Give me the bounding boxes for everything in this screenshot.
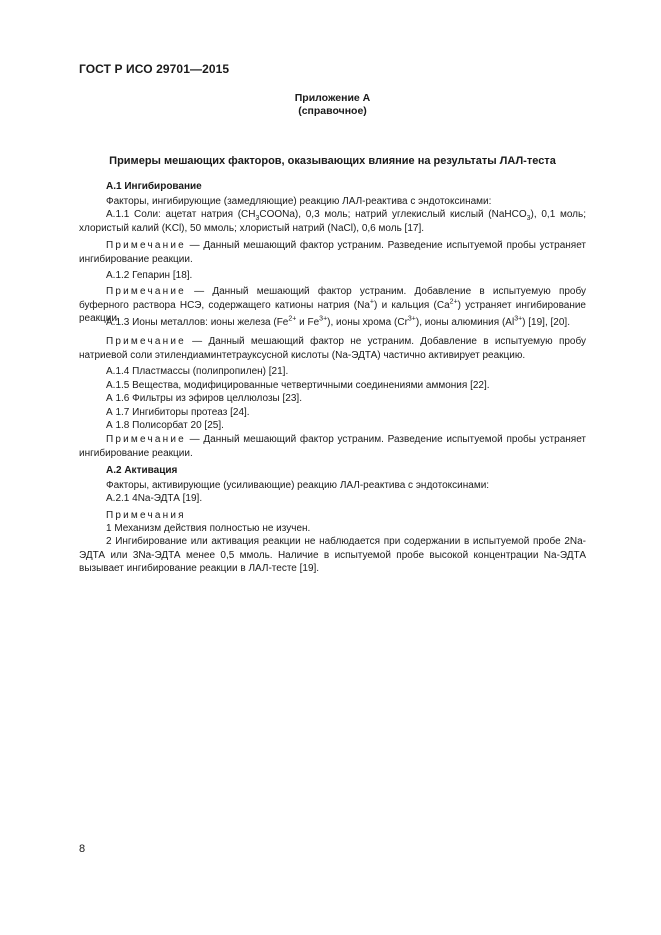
appendix-subtitle: (справочное) xyxy=(298,105,367,117)
note-label: Примечание xyxy=(106,286,186,297)
list-item: А 1.6 Фильтры из эфиров целлюлозы [23]. xyxy=(106,393,302,404)
note-2: Примечание — Данный мешающий фактор устраним. Добавление в испытуемую пробу буферного раствора НСЭ, содержащего катионы натрия (Na+) и кальция $(Ca^{2+})$ устраняет ингибирование реакции. xyxy=(79,286,586,324)
section-heading-a1: А.1 Ингибирование xyxy=(106,181,202,192)
section-a2-intro: Факторы, активирующие (усиливающие) реакцию ЛАЛ-реактива с эндотоксинами: xyxy=(106,480,490,491)
list-item: А.1.5 Вещества, модифицированные четвертичными соединениями аммония [22]. xyxy=(106,379,490,391)
document-code: ГОСТ Р ИСО 29701—2015 xyxy=(79,62,230,76)
note-label: Примечание xyxy=(106,240,186,251)
item-a-1-3: А.1.3 Ионы металлов: ионы железа ($Fe^{2+}$ и $Fe^{3+}$), ионы хрома $(Cr^{3+})$, ионы алюминия $(Al^{3+})$ [19], [20]. xyxy=(106,315,570,328)
item-a-2-1: А.2.1 4Na-ЭДТА [19]. xyxy=(106,493,203,504)
notes-label: Примечания xyxy=(106,510,186,521)
note-item-1: 1 Механизм действия полностью не изучен. xyxy=(106,523,311,534)
item-a-1-2: А.1.2 Гепарин [18]. xyxy=(106,270,193,281)
note-item-2: 2 Ингибирование или активация реакции не наблюдается при содержании в испытуемой пробе 2Na-ЭДТА или 3Na-ЭДТА менее 0,5 ммоль. Наличие в испытуемой пробе высокой концентрации Na-ЭДТА вызывает ингибирование реакции в ЛАЛ-тесте [19]. xyxy=(79,536,586,574)
list-item: А 1.8 Полисорбат 20 [25]. xyxy=(106,420,224,431)
appendix-title: Приложение А xyxy=(294,92,371,104)
list-item: А.1.4 Пластмассы (полипропилен) [21]. xyxy=(106,366,289,377)
section-a1-intro: Факторы, ингибирующие (замедляющие) реакцию ЛАЛ-реактива с эндотоксинами: xyxy=(106,196,492,207)
page-number: 8 xyxy=(79,843,86,855)
page-title: Примеры мешающих факторов, оказывающих влияние на результаты ЛАЛ-теста xyxy=(109,155,556,167)
section-heading-a2: А.2 Активация xyxy=(106,465,178,476)
note-1: Примечание — Данный мешающий фактор устраним. Разведение испытуемой пробы устраняет ингибирование реакции. xyxy=(79,240,586,265)
note-label: Примечание xyxy=(106,336,186,347)
note-label: Примечание xyxy=(106,434,186,445)
item-list xyxy=(79,365,586,433)
note-4: Примечание — Данный мешающий фактор устраним. Разведение испытуемой пробы устраняет ингибирование реакции. xyxy=(79,434,586,459)
item-a-1-1: А.1.1 Соли: ацетат натрия $(CH_3COONa)$, 0,3 моль; натрий углекислый кислый (NaHCO$_3$), 0,1 моль; хлористый калий (KCl), 50 ммоль; хлористый натрий (NaCl), 0,6 моль [17]. xyxy=(79,209,586,234)
list-item: А 1.7 Ингибиторы протеаз [24]. xyxy=(106,406,250,418)
note-3: Примечание — Данный мешающий фактор не устраним. Добавление в испытуемую пробу натриевой соли этилендиаминтетрауксусной кислоты (Na-ЭДТА) частично активирует реакцию. xyxy=(79,336,586,361)
